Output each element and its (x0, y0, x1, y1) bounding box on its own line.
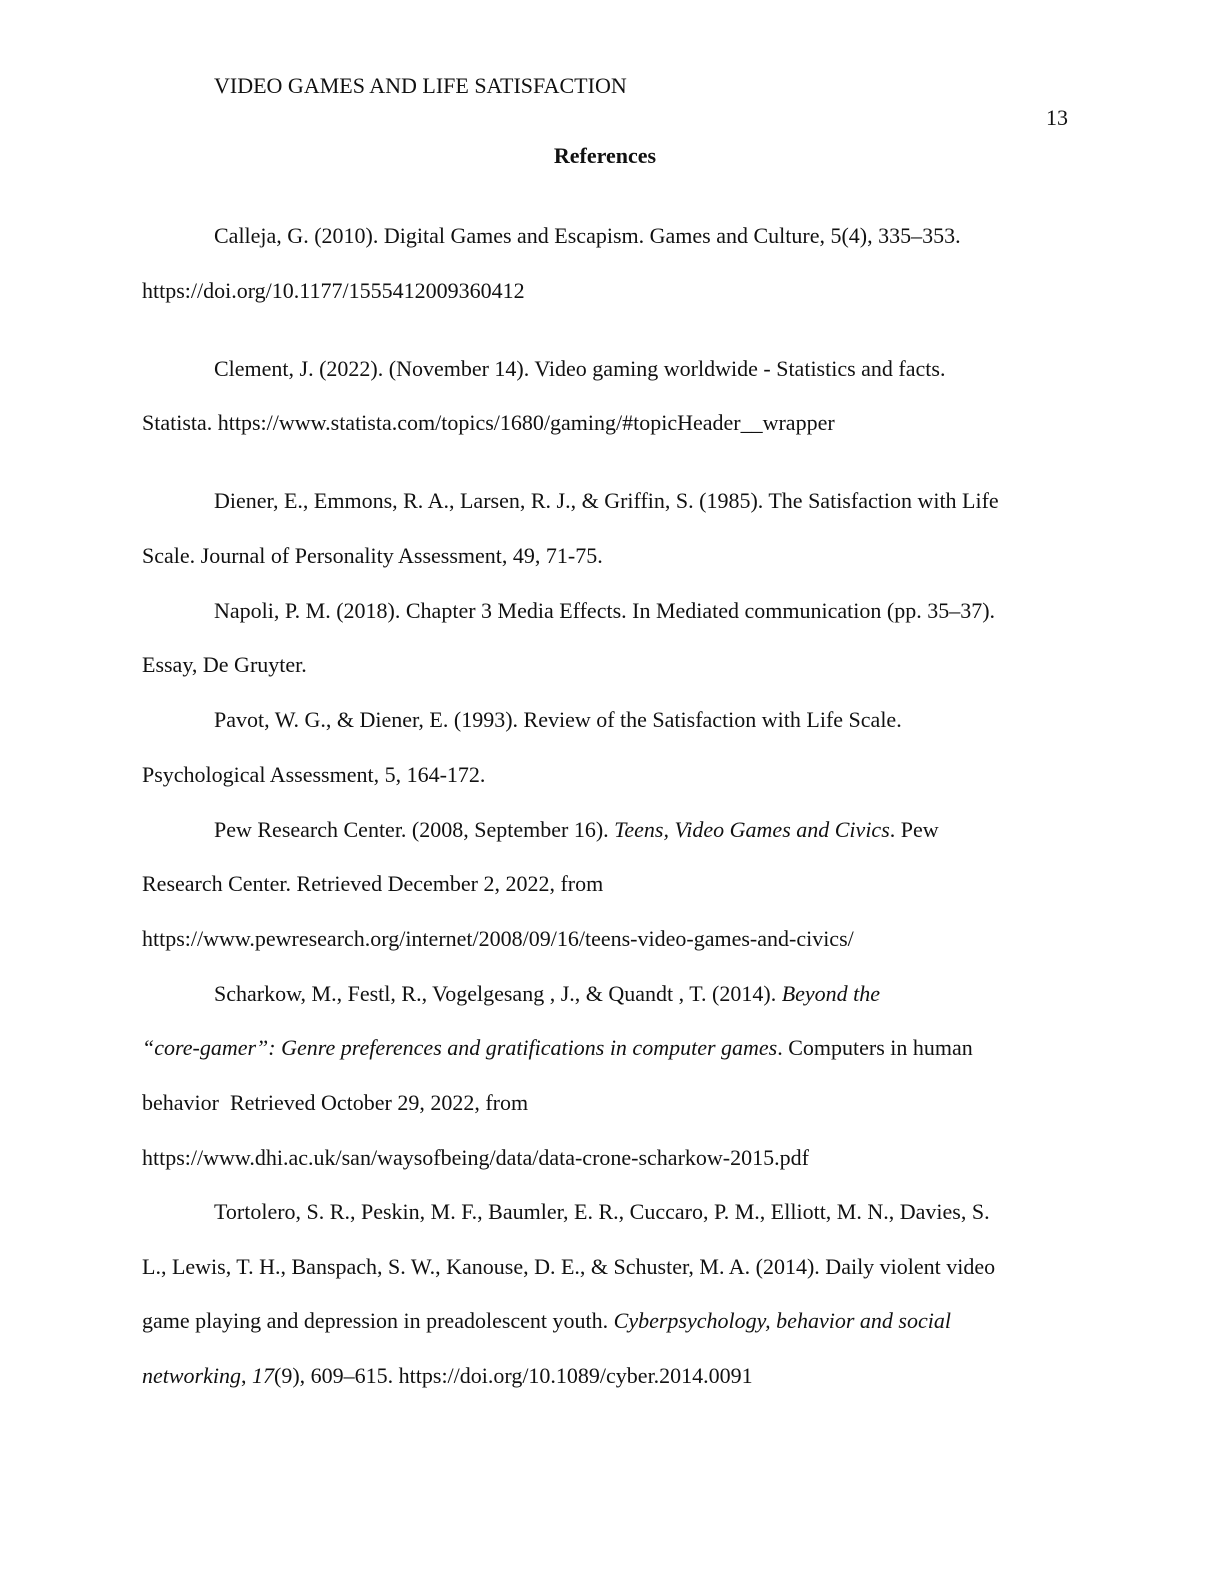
reference-line: Scale. Journal of Personality Assessment, 49, 71-75. (142, 543, 603, 568)
reference-line: “core-gamer”: Genre preferences and gratifications in computer games. Computers in human (142, 1035, 973, 1060)
reference-line: Psychological Assessment, 5, 164-172. (142, 762, 486, 787)
reference-line: https://www.pewresearch.org/internet/2008/09/16/teens-video-games-and-civics/ (142, 926, 854, 951)
reference-line: Essay, De Gruyter. (142, 652, 307, 677)
reference-line: game playing and depression in preadolescent youth. Cyberpsychology, behavior and social (142, 1308, 951, 1333)
reference-line: networking, 17(9), 609–615. https://doi.org/10.1089/cyber.2014.0091 (142, 1363, 753, 1388)
reference-line: Clement, J. (2022). (November 14). Video gaming worldwide - Statistics and facts. (214, 356, 946, 381)
reference-line: Napoli, P. M. (2018). Chapter 3 Media Effects. In Mediated communication (pp. 35–37). (214, 598, 996, 623)
reference-volume-italic: 17 (252, 1363, 274, 1388)
reference-line: Research Center. Retrieved December 2, 2022, from (142, 871, 604, 896)
reference-line: Tortolero, S. R., Peskin, M. F., Baumler, E. R., Cuccaro, P. M., Elliott, M. N., Davies, S. (214, 1199, 990, 1224)
page-number: 13 (1046, 105, 1068, 130)
reference-line: Calleja, G. (2010). Digital Games and Escapism. Games and Culture, 5(4), 335–353. (214, 223, 961, 248)
reference-line: Pavot, W. G., & Diener, E. (1993). Review of the Satisfaction with Life Scale. (214, 707, 902, 732)
reference-line: https://www.dhi.ac.uk/san/waysofbeing/data/data-crone-scharkow-2015.pdf (142, 1145, 809, 1170)
reference-line: https://doi.org/10.1177/1555412009360412 (142, 278, 525, 303)
reference-title-italic: Teens, Video Games and Civics (614, 817, 890, 842)
reference-journal-italic: networking (142, 1363, 241, 1388)
reference-line: Scharkow, M., Festl, R., Vogelgesang , J., & Quandt , T. (2014). Beyond the (214, 981, 881, 1006)
reference-line: Statista. https://www.statista.com/topics/1680/gaming/#topicHeader__wrapper (142, 410, 835, 435)
reference-line: L., Lewis, T. H., Banspach, S. W., Kanouse, D. E., & Schuster, M. A. (2014). Daily violent video (142, 1254, 996, 1279)
reference-line: Pew Research Center. (2008, September 16). Teens, Video Games and Civics. Pew (214, 817, 939, 842)
running-head: VIDEO GAMES AND LIFE SATISFACTION (214, 73, 627, 98)
reference-title-italic: “core-gamer”: Genre preferences and gratifications in computer games (142, 1035, 778, 1060)
reference-journal-italic: Cyberpsychology, behavior and social (613, 1308, 951, 1333)
reference-line: behavior Retrieved October 29, 2022, from (142, 1090, 529, 1115)
reference-title-italic: Beyond the (781, 981, 881, 1006)
page-title: References (553, 143, 657, 168)
reference-line: Diener, E., Emmons, R. A., Larsen, R. J., & Griffin, S. (1985). The Satisfaction with Life (214, 488, 999, 513)
